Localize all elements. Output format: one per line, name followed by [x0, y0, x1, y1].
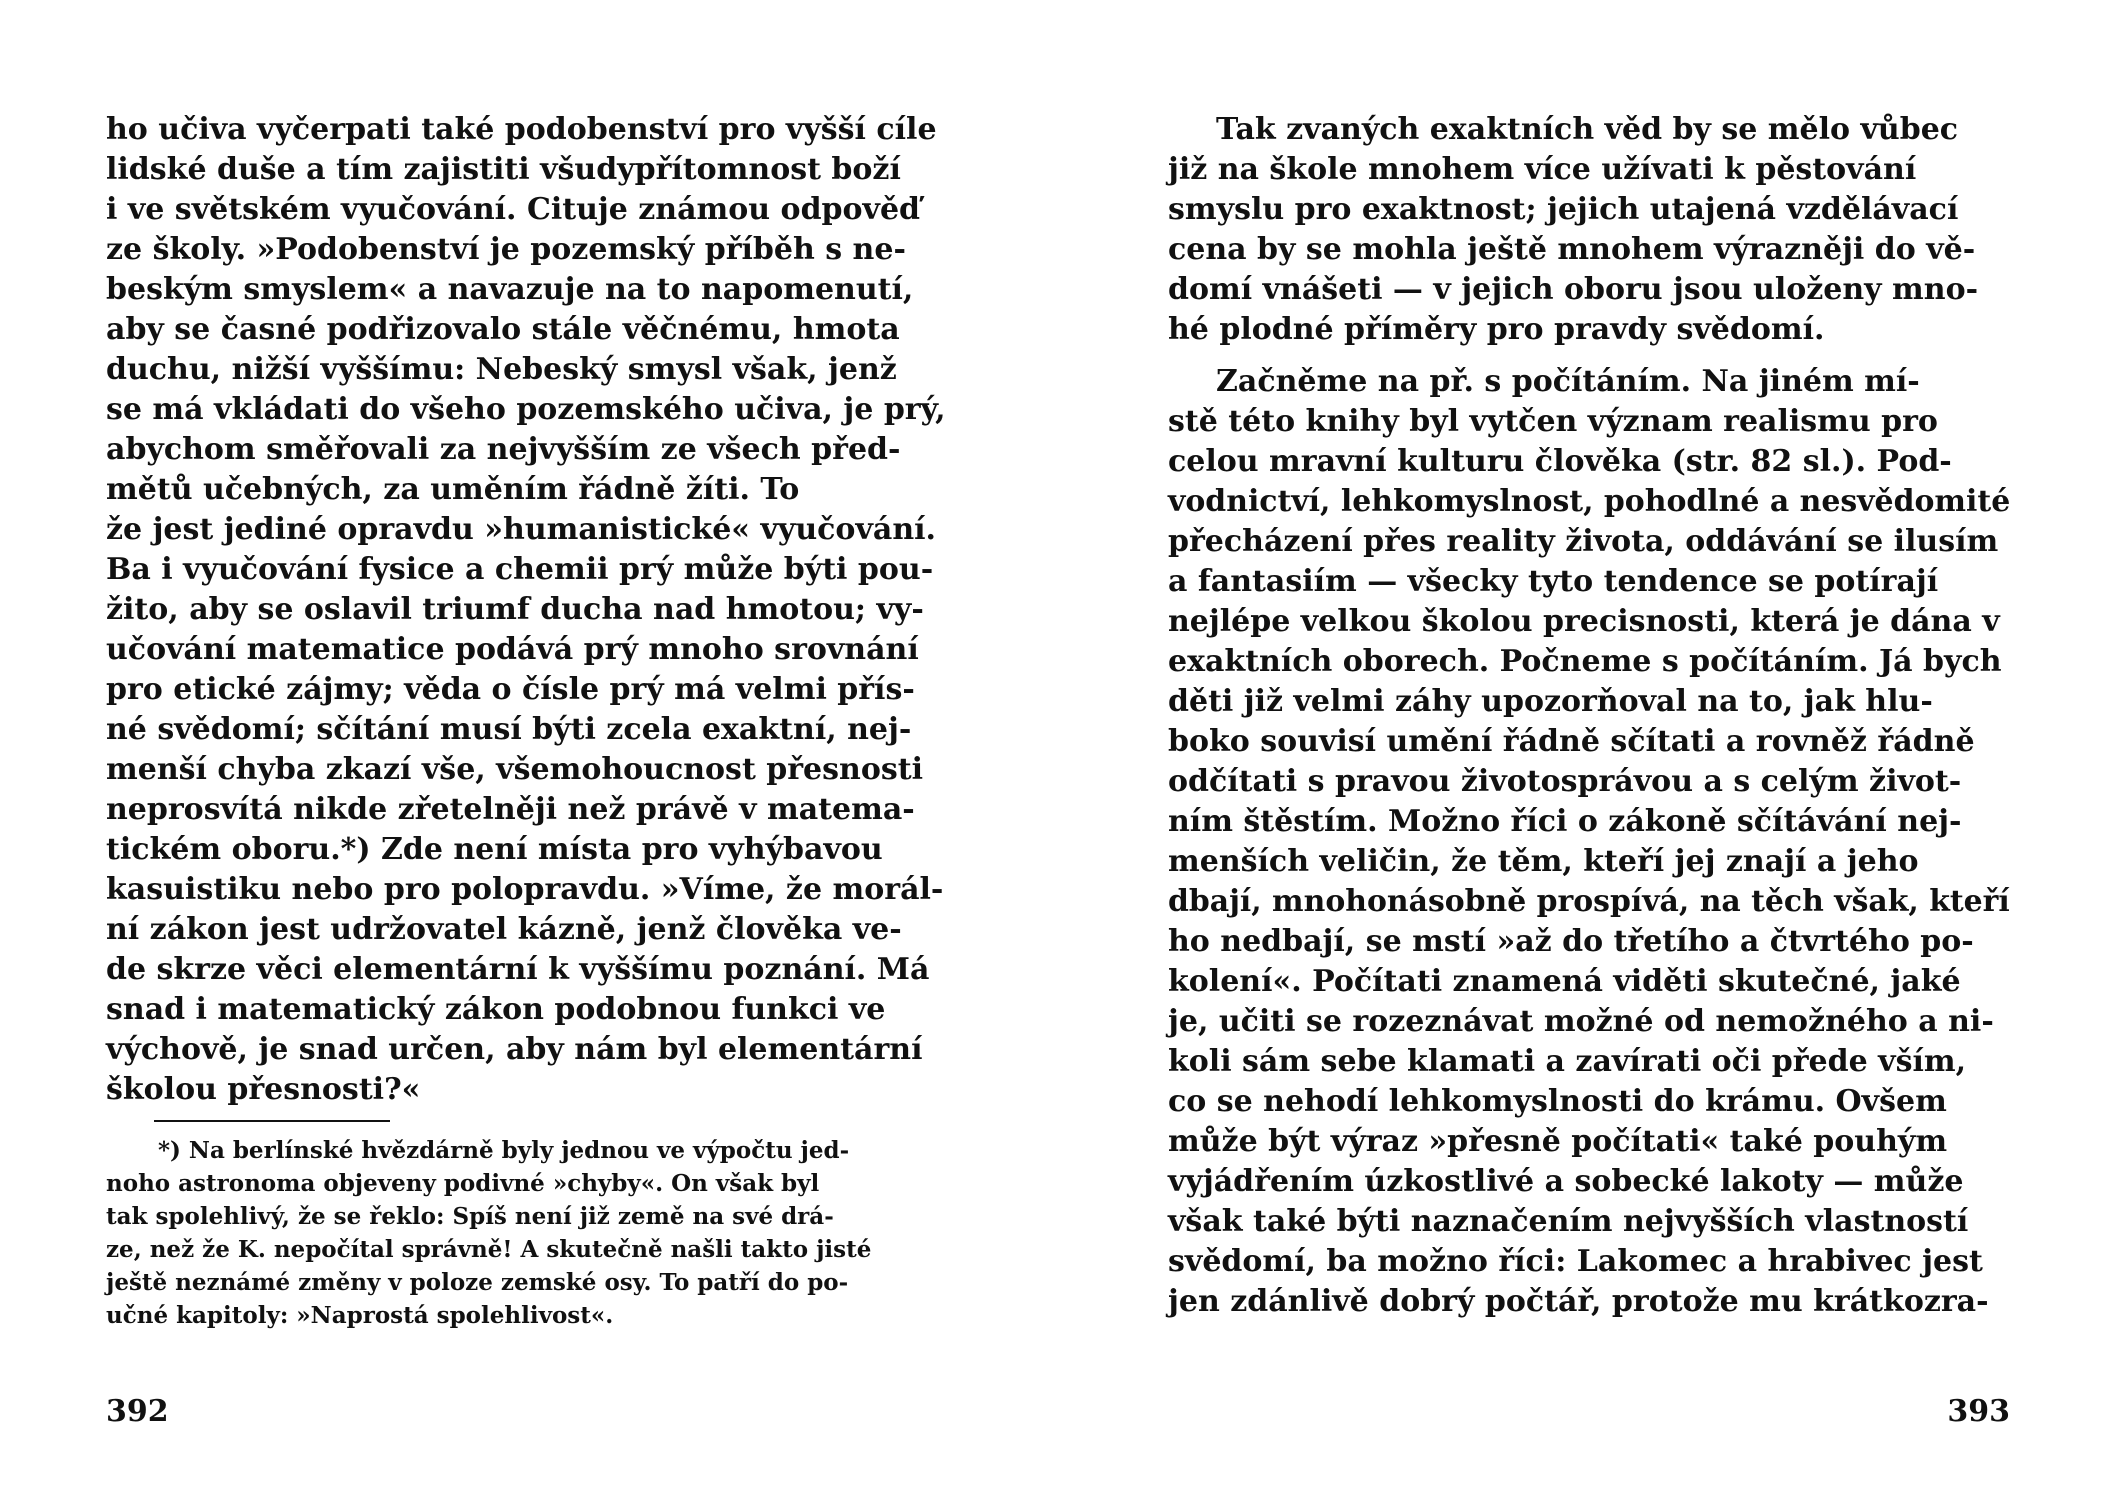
left-line-4: ze školy. »Podobenství je pozemský příběh s ne-	[106, 232, 906, 267]
left-line-2: lidské duše a tím zajistiti všudypřítomnost boží	[106, 152, 901, 187]
left-line-25: školou přesnosti?«	[106, 1072, 421, 1107]
left-line-6: aby se časné podřizovalo stále věčnému, hmota	[106, 312, 900, 347]
right-line-4: cena by se mohla ještě mnohem výrazněji do vě-	[1168, 232, 1976, 267]
right-line-22: kolení«. Počítati znamená viděti skutečné, jaké	[1168, 964, 1961, 999]
left-line-3: i ve světském vyučování. Cituje známou odpověď	[106, 192, 921, 227]
left-line-20: kasuistiku nebo pro polopravdu. »Víme, že morál-	[106, 872, 944, 907]
left-line-11: že jest jediné opravdu »humanistické« vyučování.	[106, 512, 936, 547]
page-number-left: 392	[106, 1394, 169, 1429]
left-line-7: duchu, nižší vyššímu: Nebeský smysl však, jenž	[106, 352, 897, 387]
left-line-13: žito, aby se oslavil triumf ducha nad hmotou; vy-	[106, 592, 924, 627]
left-line-22: de skrze věci elementární k vyššímu poznání. Má	[106, 952, 930, 987]
right-line-28: však také býti naznačením nejvyšších vlastností	[1168, 1204, 1969, 1239]
left-line-9: abychom směřovali za nejvyšším ze všech před-	[106, 432, 901, 467]
left-line-17: menší chyba zkazí vše, všemohoucnost přesnosti	[106, 752, 923, 787]
page-number-right: 393	[1947, 1394, 2010, 1429]
right-line-5: domí vnášeti — v jejich oboru jsou uloženy mno-	[1168, 272, 1979, 307]
footnote-line-6: učné kapitoly: »Naprostá spolehlivost«.	[106, 1302, 614, 1329]
right-line-30: jen zdánlivě dobrý počtář, protože mu krátkozra-	[1168, 1284, 1989, 1319]
footnote-line-3: tak spolehlivý, že se řeklo: Spíš není již země na své drá-	[106, 1203, 834, 1230]
left-line-1: ho učiva vyčerpati také podobenství pro vyšší cíle	[106, 112, 937, 147]
left-line-10: mětů učebných, za uměním řádně žíti. To	[106, 472, 800, 507]
footnote-line-5: ještě neznámé změny v poloze zemské osy. To patří do po-	[106, 1269, 849, 1296]
right-line-8: stě této knihy byl vytčen význam realismu pro	[1168, 404, 1938, 439]
right-line-6: hé plodné příměry pro pravdy svědomí.	[1168, 312, 1825, 347]
left-line-21: ní zákon jest udržovatel kázně, jenž člověka ve-	[106, 912, 902, 947]
right-line-27: vyjádřením úzkostlivé a sobecké lakoty — může	[1168, 1164, 1964, 1199]
right-line-12: a fantasiím — všecky tyto tendence se potírají	[1168, 564, 1939, 599]
left-line-18: neprosvítá nikde zřetelněji než právě v matema-	[106, 792, 915, 827]
right-line-26: může být výraz »přesně počítati« také pouhým	[1168, 1124, 1948, 1159]
left-line-5: beským smyslem« a navazuje na to napomenutí,	[106, 272, 914, 307]
footnote-rule	[154, 1120, 390, 1122]
left-line-14: učování matematice podává prý mnoho srovnání	[106, 632, 919, 667]
right-line-9: celou mravní kulturu člověka (str. 82 sl.). Pod-	[1168, 444, 1952, 479]
right-line-20: dbají, mnohonásobně prospívá, na těch však, kteří	[1168, 884, 2010, 919]
left-line-24: výchově, je snad určen, aby nám byl elementární	[106, 1032, 923, 1067]
right-line-15: děti již velmi záhy upozorňoval na to, jak hlu-	[1168, 684, 1933, 719]
left-line-23: snad i matematický zákon podobnou funkci ve	[106, 992, 886, 1027]
right-line-29: svědomí, ba možno říci: Lakomec a hrabivec jest	[1168, 1244, 1983, 1279]
right-line-1: Tak zvaných exaktních věd by se mělo vůbec	[1216, 112, 1959, 147]
right-line-7: Začněme na př. s počítáním. Na jiném mí-	[1216, 364, 1920, 399]
left-line-19: tickém oboru.*) Zde není místa pro vyhýbavou	[106, 832, 883, 867]
right-line-11: přecházení přes reality života, oddávání se ilusím	[1168, 524, 1999, 559]
right-line-18: ním štěstím. Možno říci o zákoně sčítávání nej-	[1168, 804, 1962, 839]
right-line-13: nejlépe velkou školou precisnosti, která je dána v	[1168, 604, 2000, 639]
right-line-23: je, učiti se rozeznávat možné od nemožného a ni-	[1168, 1004, 1994, 1039]
left-page	[106, 110, 948, 1470]
left-line-15: pro etické zájmy; věda o čísle prý má velmi přís-	[106, 672, 915, 707]
footnote-line-1: *) Na berlínské hvězdárně byly jednou ve výpočtu jed-	[158, 1137, 850, 1164]
right-line-25: co se nehodí lehkomyslnosti do krámu. Ovšem	[1168, 1084, 1947, 1119]
footnote-line-4: ze, než že K. nepočítal správně! A skutečně našli takto jisté	[106, 1236, 872, 1263]
right-line-21: ho nedbají, se mstí »až do třetího a čtvrtého po-	[1168, 924, 1974, 959]
left-line-8: se má vkládati do všeho pozemského učiva, je prý,	[106, 392, 946, 427]
footnote-line-2: noho astronoma objeveny podivné »chyby«. On však byl	[106, 1170, 820, 1197]
left-line-12: Ba i vyučování fysice a chemii prý může býti pou-	[106, 552, 934, 587]
right-line-24: koli sám sebe klamati a zavírati oči přede vším,	[1168, 1044, 1967, 1079]
right-line-17: odčítati s pravou životosprávou a s celým život-	[1168, 764, 1962, 799]
right-page	[1168, 110, 2010, 1470]
right-line-19: menších veličin, že těm, kteří jej znají a jeho	[1168, 844, 1919, 879]
left-line-16: né svědomí; sčítání musí býti zcela exaktní, nej-	[106, 712, 912, 747]
right-line-14: exaktních oborech. Počneme s počítáním. Já bych	[1168, 644, 2002, 679]
right-line-2: již na škole mnohem více užívati k pěstování	[1168, 152, 1917, 187]
right-line-10: vodnictví, lehkomyslnost, pohodlné a nesvědomité	[1168, 484, 2011, 519]
right-line-16: boko souvisí umění řádně sčítati a rovněž řádně	[1168, 724, 1975, 759]
right-line-3: smyslu pro exaktnost; jejich utajená vzdělávací	[1168, 192, 1959, 227]
